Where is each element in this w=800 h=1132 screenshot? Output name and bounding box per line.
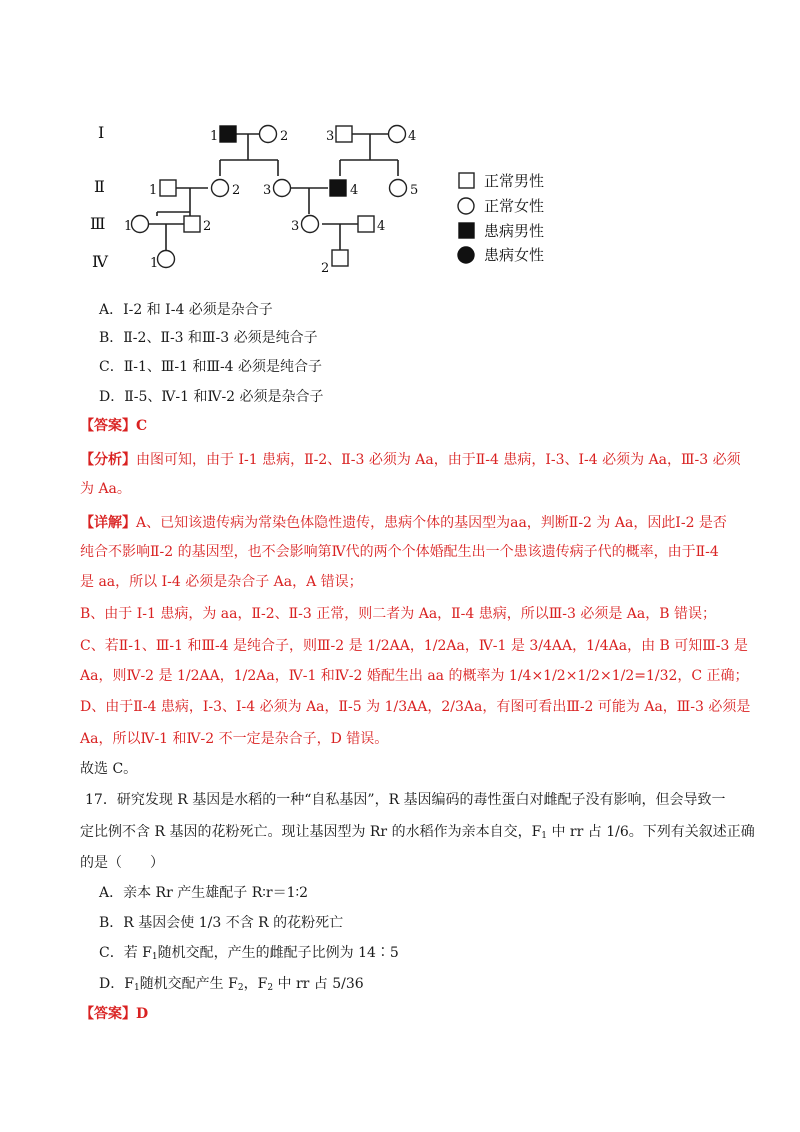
pedigree-II-4: [330, 180, 346, 196]
pedigree-II-2: [212, 180, 229, 197]
subscript: 2: [237, 983, 244, 993]
answer-value: C: [136, 418, 148, 434]
q16-option-a: A．I-2 和 I-4 必须是杂合子: [99, 302, 273, 318]
pedigree-III-2: [184, 216, 200, 232]
option-text: D．F: [99, 976, 134, 992]
pedigree-legend: [458, 172, 544, 264]
individual-number: 1: [210, 129, 219, 144]
q16-detail-line-4: B、由于 I-1 患病，为 aa，Ⅱ-2、Ⅱ-3 正常，则二者为 Aa，Ⅱ-4 患病，所以Ⅲ-3 必须是 Aa，B 错误；: [80, 606, 717, 622]
option-text: C．若 F: [99, 945, 152, 961]
subscript: 1: [541, 831, 548, 841]
individual-number: 4: [350, 183, 359, 198]
legend-affected-female-icon: [458, 247, 474, 263]
q16-option-c: C．Ⅱ-1、Ⅲ-1 和Ⅲ-4 必须是纯合子: [99, 359, 323, 375]
stem-text: 定比例不含 R 基因的花粉死亡。现让基因型为 Rr 的水稻作为亲本自交，F: [80, 824, 542, 840]
q17-option-a: A．亲本 Rr 产生雄配子 R∶r＝1∶2: [99, 885, 309, 901]
legend-normal-male-icon: [459, 173, 474, 188]
pedigree-I-4: [389, 126, 406, 143]
detail-text: A、已知该遗传病为常染色体隐性遗传，患病个体的基因型为aa，判断Ⅱ-2 为 Aa，因此Ⅰ-2 是否: [136, 515, 727, 531]
q17-stem-line-2: [80, 822, 755, 842]
subscript: 2: [267, 983, 274, 993]
legend-normal-female-icon: [458, 198, 474, 214]
q16-option-d: D．Ⅱ-5、Ⅳ-1 和Ⅳ-2 必须是杂合子: [99, 389, 324, 405]
legend-label: 患病男性: [484, 222, 545, 240]
q16-detail-line-8: Aa，所以Ⅳ-1 和Ⅳ-2 不一定是杂合子，D 错误。: [80, 731, 389, 747]
legend-label: 患病女性: [484, 246, 545, 264]
detail-tag: 【详解】: [80, 515, 136, 531]
pedigree-I-3: [336, 126, 352, 142]
legend-label: 正常男性: [484, 172, 545, 190]
stem-text: 中 rr 占 1/6。下列有关叙述正确: [547, 824, 755, 840]
individual-number: 1: [124, 219, 133, 234]
individual-number: 3: [291, 219, 300, 234]
q17-stem-line-3: 的是（ ）: [80, 855, 164, 871]
pedigree-IV-1: [158, 251, 175, 268]
q17-answer-line: [80, 1004, 148, 1024]
option-text: 中 rr 占 5/36: [273, 976, 364, 992]
q17-option-d: [99, 974, 364, 994]
option-text: 随机交配产生 F: [139, 976, 238, 992]
individual-number: 3: [326, 129, 335, 144]
generation-label: Ⅰ: [98, 123, 105, 142]
pedigree-IV-2: [332, 250, 348, 266]
analysis-tag: 【分析】: [80, 452, 136, 468]
q16-detail-line-7: D、由于Ⅱ-4 患病，I-3、I-4 必须为 Aa，Ⅱ-5 为 1/3AA，2/3Aa，有图可看出Ⅲ-2 可能为 Aa，Ⅲ-3 必须是: [80, 699, 751, 715]
q16-option-b: B．Ⅱ-2、Ⅱ-3 和Ⅲ-3 必须是纯合子: [99, 330, 318, 346]
answer-value: D: [136, 1006, 149, 1022]
pedigree-III-4: [358, 216, 374, 232]
individual-number: 2: [280, 129, 289, 144]
individual-number: 2: [321, 261, 330, 276]
pedigree-I-1: [220, 126, 236, 142]
q16-detail-line-1: [80, 513, 727, 533]
individual-number: 5: [410, 183, 419, 198]
subscript: 1: [151, 952, 158, 962]
individual-number: 1: [149, 183, 158, 198]
q16-detail-line-3: 是 aa，所以 I-4 必须是杂合子 Aa，A 错误；: [80, 574, 363, 590]
individual-number: 4: [377, 219, 386, 234]
individual-number: 1: [150, 256, 159, 271]
q16-detail-line-6: Aa，则Ⅳ-2 是 1/2AA，1/2Aa，Ⅳ-1 和Ⅳ-2 婚配生出 aa 的概率为 1/4×1/2×1/2×1/2=1/32，C 正确；: [80, 668, 749, 684]
pedigree-III-3: [302, 216, 319, 233]
pedigree-I-2: [260, 126, 277, 143]
q17-stem-line-1: 17．研究发现 R 基因是水稻的一种“自私基因”，R 基因编码的毒性蛋白对雌配子没有影响，但会导致一: [85, 792, 726, 808]
generation-label: Ⅱ: [94, 177, 105, 196]
q16-detail-line-5: C、若Ⅱ-1、Ⅲ-1 和Ⅲ-4 是纯合子，则Ⅲ-2 是 1/2AA，1/2Aa，Ⅳ-1 是 3/4AA，1/4Aa，由 B 可知Ⅲ-3 是: [80, 638, 748, 654]
q16-conclusion: 故选 C。: [80, 761, 138, 777]
pedigree-II-3: [274, 180, 291, 197]
pedigree-II-1: [160, 180, 176, 196]
subscript: 1: [133, 983, 140, 993]
generation-label: Ⅲ: [90, 214, 106, 233]
q17-option-c: [99, 943, 399, 963]
legend-label: 正常女性: [484, 197, 545, 215]
individual-number: 3: [263, 183, 272, 198]
individual-number: 4: [408, 129, 417, 144]
individual-number: 2: [232, 183, 241, 198]
pedigree-diagram: [88, 112, 568, 282]
q17-option-b: B．R 基因会使 1/3 不含 R 的花粉死亡: [99, 915, 344, 931]
pedigree-III-1: [132, 216, 149, 233]
q16-analysis-line-2: 为 Aa。: [80, 481, 131, 497]
answer-tag: 【答案】: [80, 418, 136, 434]
q16-detail-line-2: 纯合不影响Ⅱ-2 的基因型，也不会影响第Ⅳ代的两个个体婚配生出一个患该遗传病子代的概率，由于Ⅱ-4: [80, 544, 719, 560]
pedigree-II-5: [390, 180, 407, 197]
option-text: ，F: [243, 976, 268, 992]
q16-answer-line: [80, 416, 147, 436]
generation-label: Ⅳ: [92, 252, 108, 271]
individual-number: 2: [203, 219, 212, 234]
q16-analysis-line-1: [80, 450, 741, 470]
answer-tag: 【答案】: [80, 1006, 136, 1022]
analysis-text: 由图可知，由于 I-1 患病，Ⅱ-2、Ⅱ-3 必须为 Aa，由于Ⅱ-4 患病，I-3、I-4 必须为 Aa，Ⅲ-3 必须: [136, 452, 741, 468]
legend-affected-male-icon: [459, 223, 474, 238]
option-text: 随机交配，产生的雌配子比例为 14∶5: [157, 945, 399, 961]
